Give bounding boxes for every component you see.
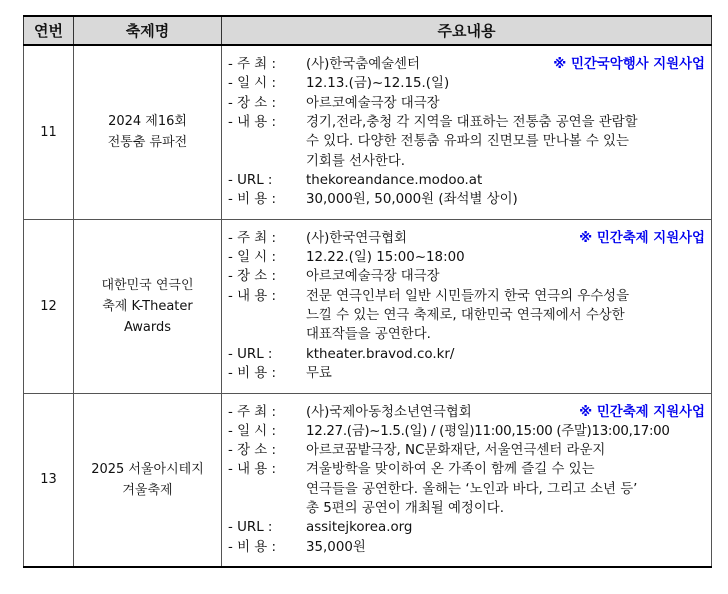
place-value: 아르코예술극장 대극장	[306, 269, 440, 285]
cost-line	[228, 190, 705, 209]
festival-table	[23, 15, 712, 568]
place-value: 아르코예술극장 대극장	[306, 95, 440, 111]
festival-name	[74, 45, 222, 219]
url-line	[228, 171, 705, 190]
desc-line	[228, 460, 705, 479]
cost-label: - 비 용 :	[228, 365, 276, 381]
date-line	[228, 248, 705, 267]
date-value: 12.27.(금)~1.5.(일) / (평일)11:00,15:00 (주말)13:00,17:00	[306, 423, 670, 439]
support-badge: ※ 민간축제 지원사업	[579, 230, 705, 246]
row-number: 13	[24, 393, 74, 567]
header-no: 연번	[24, 16, 74, 45]
table-row	[24, 393, 712, 567]
desc-line: 기회를 선사한다.	[306, 153, 406, 169]
cost-label: - 비 용 :	[228, 539, 276, 555]
place-line	[228, 441, 705, 460]
host-line	[228, 403, 705, 422]
url-label: - URL :	[228, 172, 273, 188]
header-name: 축제명	[74, 16, 222, 45]
place-label: - 장 소 :	[228, 95, 276, 111]
date-line	[228, 422, 705, 441]
support-badge: ※ 민간국악행사 지원사업	[553, 57, 705, 73]
desc-label: - 내 용 :	[228, 288, 276, 304]
url-label: - URL :	[228, 346, 273, 362]
desc-line: 연극들을 공연한다. 올해는 ‘노인과 바다, 그리고 소년 등’	[306, 481, 638, 497]
url-value: assitejkorea.org	[306, 520, 413, 536]
festival-details	[222, 219, 712, 393]
host-line	[228, 55, 705, 74]
festival-details	[222, 45, 712, 219]
cost-label: - 비 용 :	[228, 192, 276, 208]
header-row	[24, 16, 712, 45]
place-line	[228, 94, 705, 113]
festival-name	[74, 219, 222, 393]
place-line	[228, 267, 705, 286]
place-value: 아르코꿈밭극장, NC문화재단, 서울연극센터 라운지	[306, 443, 606, 459]
host-value: (사)한국연극협회	[306, 230, 407, 246]
festival-name	[74, 393, 222, 567]
desc-line: 느낄 수 있는 연극 축제로, 대한민국 연극제에서 수상한	[306, 308, 625, 323]
cost-line	[228, 538, 705, 557]
date-value: 12.22.(일) 15:00~18:00	[306, 250, 465, 266]
festival-name-line: 2025 서울아시테지	[91, 461, 204, 477]
festival-name-line: 전통춤 류파전	[107, 135, 188, 151]
cost-value: 30,000원, 50,000원 (좌석별 상이)	[306, 192, 518, 208]
cost-value: 35,000원	[306, 539, 366, 555]
festival-name-line: 대한민국 연극인	[101, 277, 194, 293]
festival-name-line: 겨울축제	[122, 482, 173, 498]
festival-name-line: 2024 제16회	[108, 114, 187, 130]
support-badge: ※ 민간축제 지원사업	[579, 404, 705, 420]
url-value: ktheater.bravod.co.kr/	[306, 346, 455, 362]
cost-line	[228, 364, 705, 383]
host-value: (사)한국춤예술센터	[306, 57, 420, 73]
desc-line: 대표작들을 공연한다.	[306, 327, 431, 343]
desc-label: - 내 용 :	[228, 114, 276, 130]
festival-name-line: Awards	[123, 319, 172, 335]
url-value: thekoreandance.modoo.at	[306, 172, 483, 188]
url-line	[228, 518, 705, 537]
host-label: - 주 최 :	[228, 230, 276, 246]
row-number: 12	[24, 219, 74, 393]
cost-value: 무료	[306, 365, 332, 381]
desc-line: 총 5편의 공연이 개최될 예정이다.	[306, 501, 504, 517]
date-label: - 일 시 :	[228, 76, 276, 92]
url-label: - URL :	[228, 520, 273, 536]
place-label: - 장 소 :	[228, 443, 276, 459]
desc-value: 전문 연극인부터 일반 시민들까지 한국 연극의 우수성을	[306, 288, 630, 304]
date-value: 12.13.(금)~12.15.(일)	[306, 76, 450, 92]
row-number: 11	[24, 45, 74, 219]
table-row	[24, 219, 712, 393]
desc-line	[228, 113, 705, 132]
festival-details	[222, 393, 712, 567]
desc-label: - 내 용 :	[228, 462, 276, 478]
desc-line: 수 있다. 다양한 전통춤 유파의 진면모를 만나볼 수 있는	[306, 134, 629, 150]
host-label: - 주 최 :	[228, 404, 276, 420]
date-line	[228, 74, 705, 93]
header-content: 주요내용	[222, 16, 712, 45]
table-row	[24, 45, 712, 219]
url-line	[228, 345, 705, 364]
host-line	[228, 229, 705, 248]
host-label: - 주 최 :	[228, 57, 276, 73]
place-label: - 장 소 :	[228, 269, 276, 285]
festival-name-line: 축제 K-Theater	[102, 298, 193, 314]
date-label: - 일 시 :	[228, 423, 276, 439]
desc-value: 경기,전라,충청 각 지역을 대표하는 전통춤 공연을 관람할	[306, 114, 638, 130]
date-label: - 일 시 :	[228, 250, 276, 266]
desc-value: 겨울방학을 맞이하여 온 가족이 함께 즐길 수 있는	[306, 462, 595, 478]
desc-line	[228, 287, 705, 306]
host-value: (사)국제아동청소년연극협회	[306, 404, 472, 420]
